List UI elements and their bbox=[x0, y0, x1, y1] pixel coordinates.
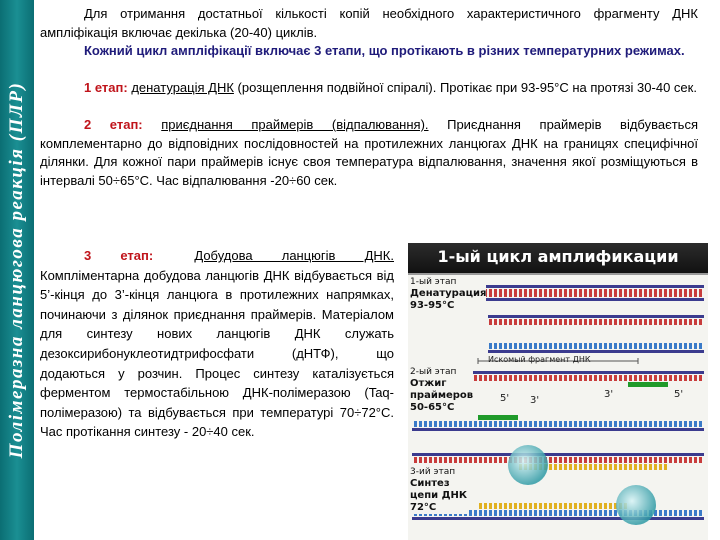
sidebar-title: Полімеразна ланцюгова реакція (ПЛР) bbox=[6, 81, 27, 459]
stage3-name2: цепи ДНК bbox=[410, 490, 468, 501]
stage2-name1: Отжиг bbox=[410, 378, 447, 389]
stage2-temp: 50-65°C bbox=[410, 402, 455, 413]
step1-label: 1 етап: bbox=[84, 80, 128, 95]
stage3-temp: 72°C bbox=[410, 502, 437, 513]
stage2-name2: праймеров bbox=[410, 390, 474, 401]
stage2-step: 2-ый этап bbox=[410, 367, 457, 377]
step2-text: Приєднання праймерів відбувається комплементарно до відповідних послідовностей на протилежних ланцюгах ДНК на границях специфічної ділянки. Для кожної пари праймерів існує своя температура відпалювання, значення якої розміщуються в інтервалі 50÷65°С. Час відпалювання -20÷60 сек. bbox=[40, 117, 698, 188]
step2-paragraph bbox=[40, 116, 698, 190]
step1-text: (розщеплення подвійної спіралі). Протікає при 93-95°С на протязі 30-40 сек. bbox=[237, 80, 697, 95]
stage1-label bbox=[410, 277, 486, 312]
strand-end-mark-c: 3' bbox=[604, 389, 614, 400]
strand-end-mark-b: 3' bbox=[530, 395, 540, 406]
pcr-cycle-figure bbox=[408, 243, 708, 540]
stage3-step: 3-ий этап bbox=[410, 467, 456, 477]
step3-label: 3 етап: bbox=[84, 248, 154, 263]
figure-title: 1-ый цикл амплификации bbox=[437, 247, 679, 266]
step3-term: Добудова ланцюгів ДНК. bbox=[194, 248, 394, 263]
strand-end-mark-d: 5' bbox=[674, 389, 684, 400]
step2-term: приєднання праймерів (відпалювання). bbox=[161, 117, 429, 132]
stage1-step: 1-ый этап bbox=[410, 277, 457, 287]
stage1-temp: 93-95°C bbox=[410, 300, 455, 311]
step3-paragraph bbox=[40, 246, 394, 442]
step1-term: денатурація ДНК bbox=[131, 80, 234, 95]
stage1-name: Денатурация bbox=[410, 288, 487, 299]
stage3-name1: Синтез bbox=[410, 478, 450, 489]
step2-label: 2 етап: bbox=[84, 117, 143, 132]
stage3-label bbox=[410, 467, 467, 514]
sidebar-band bbox=[0, 0, 34, 540]
step3-text: Компліментарна добудова ланцюгів ДНК відбувається від 5’-кінця до 3’-кінця ланцюга в протилежних напрямках, починаючи з ділянок приєднання праймерів. Матеріалом для синтезу нових ланцюгів ДНК служать дезоксирибонуклеотидтрифосфати (дНТФ), що додаються у розчин. Процес синтезу каталізується ферментом термостабільною ДНК-полімеразою (Taq-полімеразою) та відбувається при температурі 70÷72°С. Час протікання синтезу - 20÷40 сек. bbox=[40, 267, 394, 440]
step1-paragraph bbox=[40, 79, 698, 98]
stage2-label bbox=[410, 367, 473, 414]
intro-paragraph: Для отримання достатньої кількості копій необхідного характеристичного фрагменту ДНК ампліфікація включає декілька (20-40) циклів. bbox=[40, 6, 698, 40]
target-fragment-caption: Искомый фрагмент ДНК bbox=[488, 355, 591, 364]
denatured-strands bbox=[488, 315, 704, 353]
strand-end-mark-a: 5' bbox=[500, 393, 510, 404]
cycle-paragraph: Кожний цикл ампліфікації включає 3 етапи, що протікають в різних температурних режимах. bbox=[84, 43, 685, 58]
